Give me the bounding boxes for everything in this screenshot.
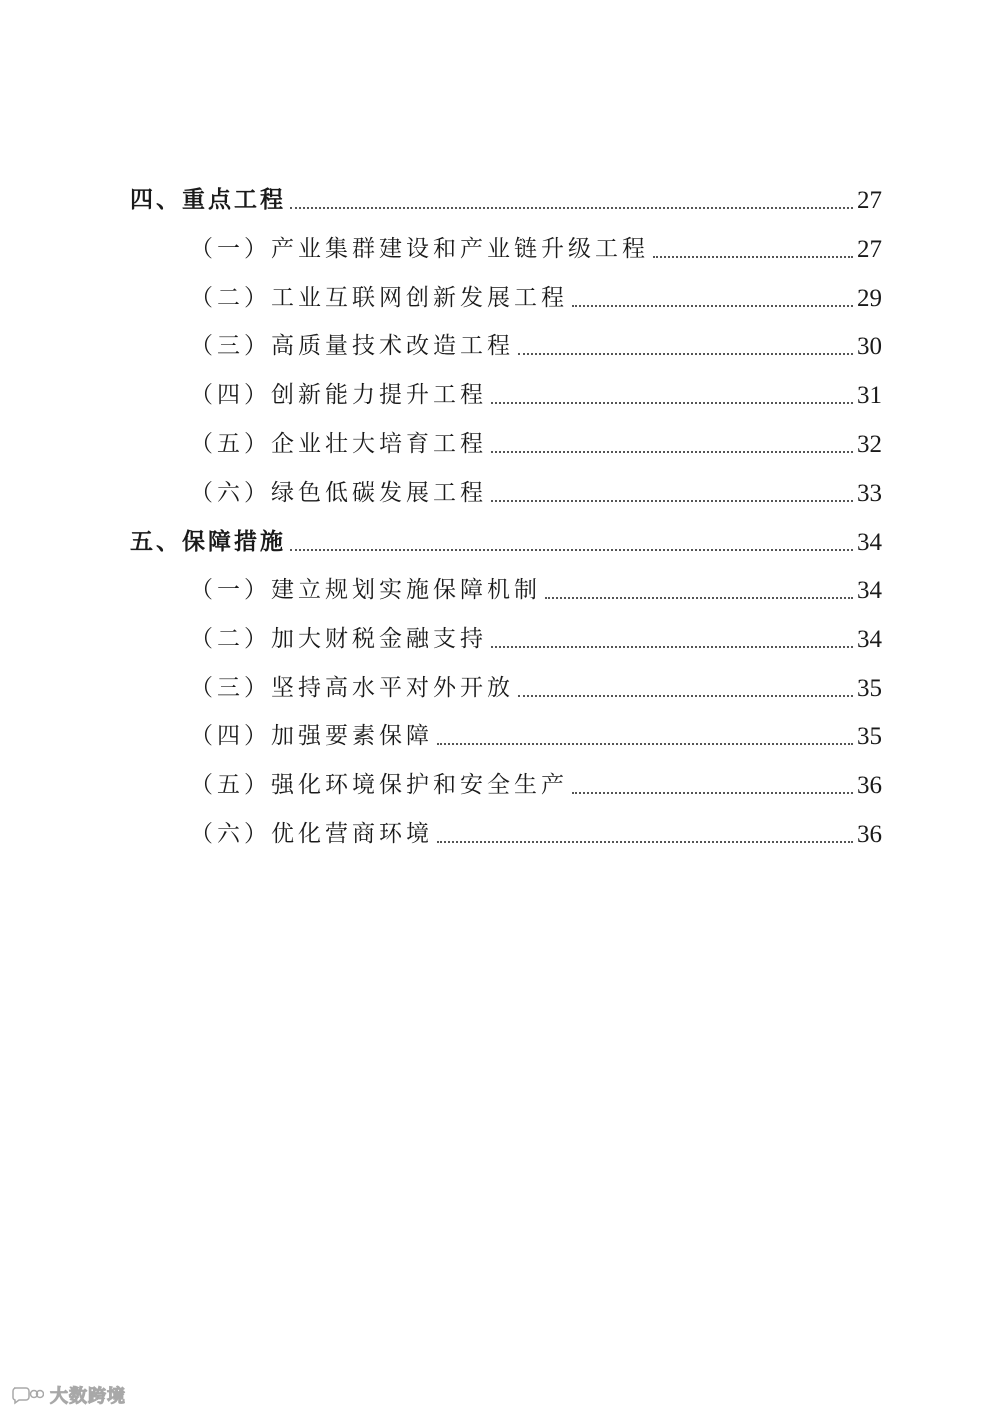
toc-entry-5-1[interactable] [190,568,882,604]
toc-entry-4-1[interactable] [190,227,882,263]
toc-entry-5-3[interactable] [190,666,882,702]
toc-entry-5-5[interactable] [190,763,882,799]
dot-leader [491,646,853,648]
dot-leader [437,743,853,745]
dot-leader [290,549,853,551]
dot-leader [437,841,853,843]
dot-leader [518,695,853,697]
toc-entry-label: （三）坚持高水平对外开放 [190,675,514,701]
toc-entry-4-4[interactable] [190,373,882,409]
toc-entry-label: 五、保障措施 [130,529,286,555]
toc-entry-4-2[interactable] [190,276,882,312]
toc-entry-4-6[interactable] [190,471,882,507]
toc-entry-4-3[interactable] [190,324,882,360]
toc-entry-label: （四）创新能力提升工程 [190,382,487,408]
toc-entry-4-5[interactable] [190,422,882,458]
toc-page-number: 31 [857,382,882,409]
toc-page-number: 34 [857,626,882,653]
toc-page-number: 36 [857,772,882,799]
toc-entry-label: （六）绿色低碳发展工程 [190,480,487,506]
toc-entry-label: （六）优化营商环境 [190,821,433,847]
toc-entry-label: （四）加强要素保障 [190,723,433,749]
toc-page-number: 27 [857,187,882,214]
toc-entry-5-6[interactable] [190,812,882,848]
toc-entry-label: （一）建立规划实施保障机制 [190,577,541,603]
dot-leader [572,792,853,794]
toc-entry-label: （二）加大财税金融支持 [190,626,487,652]
toc-entry-label: （三）高质量技术改造工程 [190,333,514,359]
toc-entry-label: （一）产业集群建设和产业链升级工程 [190,236,649,262]
watermark-text: 大数跨境 [50,1386,126,1407]
dot-leader [518,353,853,355]
toc-page-number: 29 [857,285,882,312]
toc-entry-section-5[interactable] [130,520,882,556]
toc-page-number: 30 [857,333,882,360]
toc-entry-label: （五）强化环境保护和安全生产 [190,772,568,798]
toc-page-number: 35 [857,723,882,750]
toc-entry-5-4[interactable] [190,714,882,750]
dot-leader [491,500,853,502]
toc-entry-section-4[interactable] [130,178,882,214]
dot-leader [572,305,853,307]
toc-entry-label: （五）企业壮大培育工程 [190,431,487,457]
dot-leader [491,451,853,453]
toc-page-number: 32 [857,431,882,458]
dot-leader [545,597,853,599]
toc-page-number: 33 [857,480,882,507]
dot-leader [653,256,853,258]
dot-leader [491,402,853,404]
chat-bubble-icon [10,1385,44,1405]
toc-page-number: 34 [857,529,882,556]
toc-page-number: 34 [857,577,882,604]
toc-entry-5-2[interactable] [190,617,882,653]
toc-page-number: 35 [857,675,882,702]
dot-leader [290,207,853,209]
toc-page-number: 36 [857,821,882,848]
toc-entry-label: 四、重点工程 [130,187,286,213]
toc-entry-label: （二）工业互联网创新发展工程 [190,285,568,311]
watermark [10,1382,126,1408]
toc-page-number: 27 [857,236,882,263]
